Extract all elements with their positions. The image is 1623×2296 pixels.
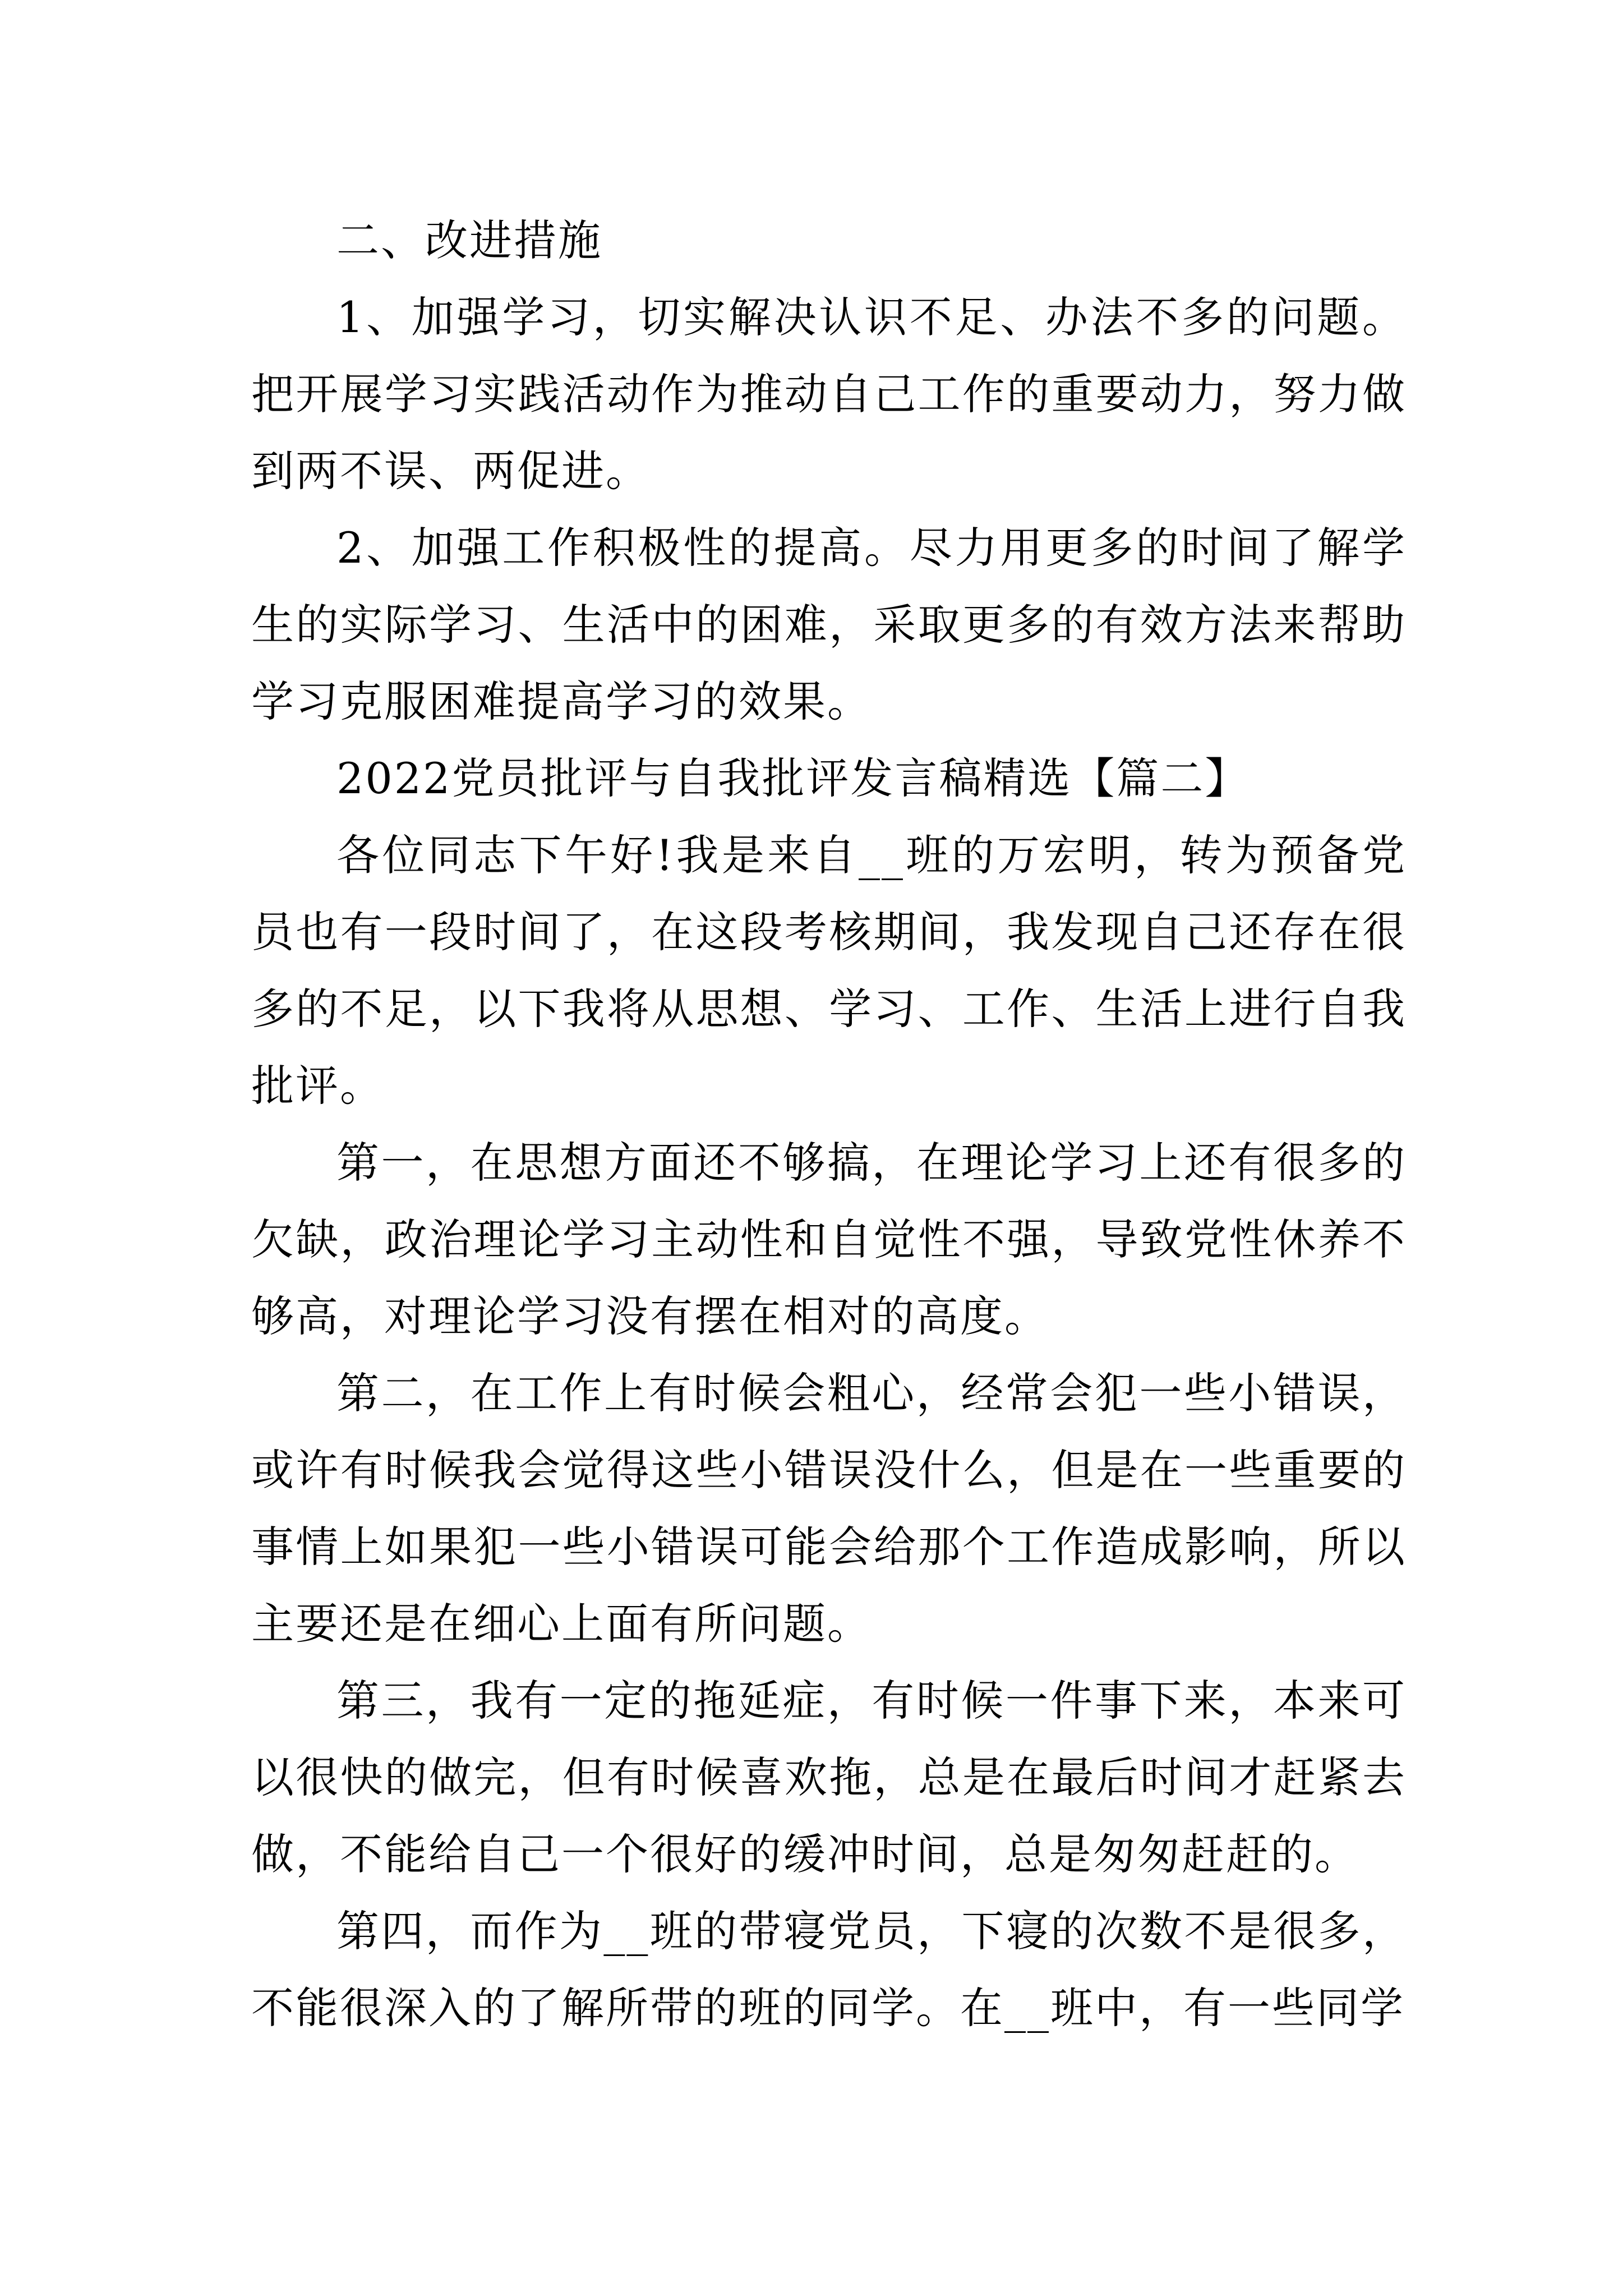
paragraph-greeting: 各位同志下午好!我是来自__班的万宏明，转为预备党员也有一段时间了，在这段考核期间，我发现自己还存在很多的不足，以下我将从思想、学习、工作、生活上进行自我批评。: [251, 830, 1407, 1111]
paragraph-fourth: 第四，而作为__班的带寝党员，下寝的次数不是很多，不能很深入的了解所带的班的同学。在__班中，有一些同学: [251, 1906, 1407, 2033]
document-body: [251, 202, 1407, 2046]
paragraph-improve-1: 1、加强学习，切实解决认识不足、办法不多的问题。把开展学习实践活动作为推动自己工作的重要动力，努力做到两不误、两促进。: [251, 292, 1407, 496]
paragraph-second: 第二，在工作上有时候会粗心，经常会犯一些小错误，或许有时候我会觉得这些小错误没什么，但是在一些重要的事情上如果犯一些小错误可能会给那个工作造成影响，所以主要还是在细心上面有所问题。: [251, 1368, 1407, 1649]
article-title: 2022党员批评与自我批评发言稿精选【篇二】: [336, 753, 1249, 803]
paragraph-first: 第一，在思想方面还不够搞，在理论学习上还有很多的欠缺，政治理论学习主动性和自觉性不强，导致党性休养不够高，对理论学习没有摆在相对的高度。: [251, 1138, 1407, 1341]
paragraph-third: 第三，我有一定的拖延症，有时候一件事下来，本来可以很快的做完，但有时候喜欢拖，总是在最后时间才赶紧去做，不能给自己一个很好的缓冲时间，总是匆匆赶赶的。: [251, 1676, 1407, 1879]
paragraph-improve-2: 2、加强工作积极性的提高。尽力用更多的时间了解学生的实际学习、生活中的困难，采取更多的有效方法来帮助学习克服困难提高学习的效果。: [251, 523, 1407, 726]
section-heading: 二、改进措施: [336, 215, 602, 265]
